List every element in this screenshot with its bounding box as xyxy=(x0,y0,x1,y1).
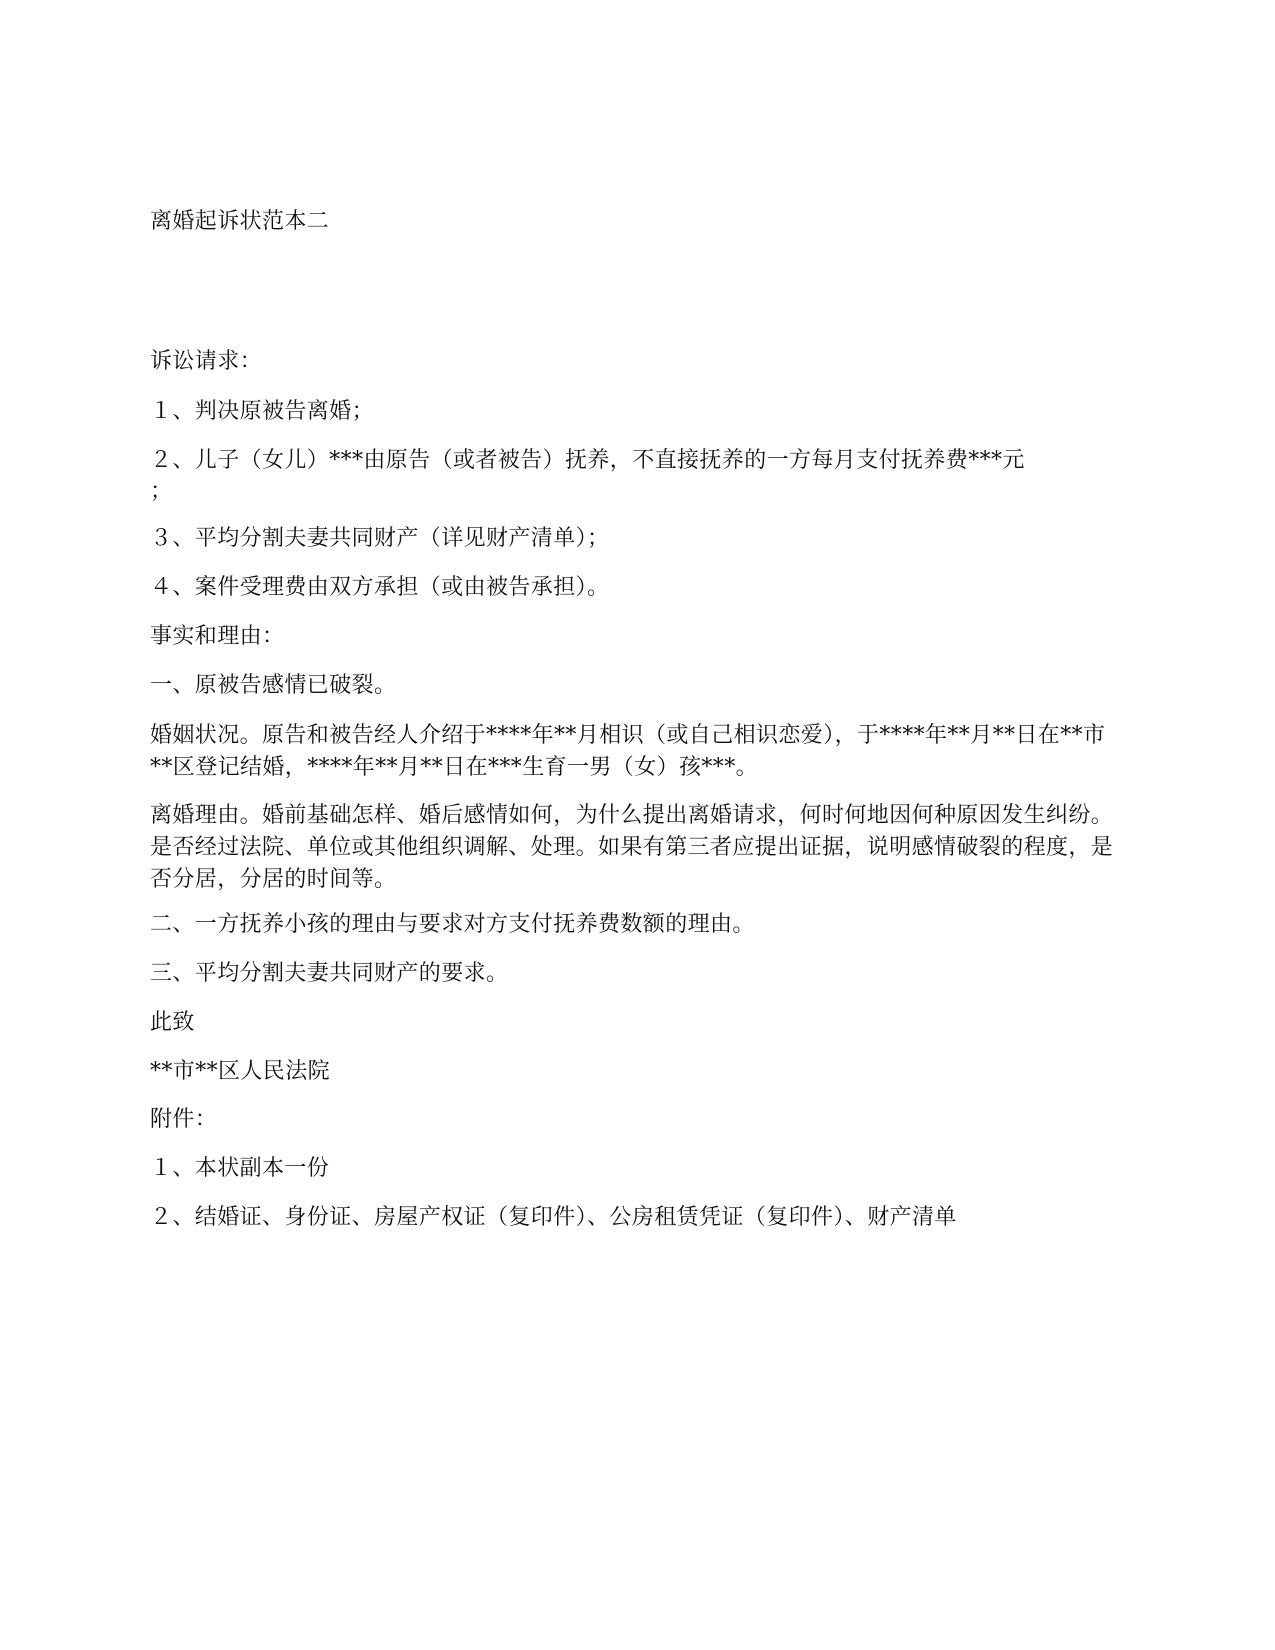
divorce-reason-paragraph: 离婚理由。婚前基础怎样、婚后感情如何，为什么提出离婚请求，何时何地因何种原因发生纠纷。是否经过法院、单位或其他组织调解、处理。如果有第三者应提出证据，说明感情破裂的程度，是否分居，分居的时间等。 xyxy=(150,803,1114,892)
attachment-item-2: ２、结婚证、身份证、房屋产权证（复印件）、公房租赁凭证（复印件）、财产清单 xyxy=(150,1205,957,1230)
document-title: 离婚起诉状范本二 xyxy=(150,209,330,234)
facts-heading: 事实和理由： xyxy=(150,624,285,649)
marriage-status-paragraph: 婚姻状况。原告和被告经人介绍于****年**月相识（或自己相识恋爱），于****年**月**日在**市**区登记结婚，****年**月**日在***生育一男（女）孩***。 xyxy=(150,723,1106,780)
facts-item-1: 一、原被告感情已破裂。 xyxy=(150,673,397,698)
claim-item-2-continuation: ； xyxy=(150,479,173,504)
facts-item-2: 二、一方抚养小孩的理由与要求对方支付抚养费数额的理由。 xyxy=(150,912,755,937)
court-name: **市**区人民法院 xyxy=(150,1059,331,1084)
claims-heading: 诉讼请求： xyxy=(150,349,263,374)
attachment-item-1: １、本状副本一份 xyxy=(150,1156,330,1181)
closing-salutation: 此致 xyxy=(150,1010,195,1035)
facts-item-3: 三、平均分割夫妻共同财产的要求。 xyxy=(150,961,509,986)
claim-item-2: ２、儿子（女儿）***由原告（或者被告）抚养，不直接抚养的一方每月支付抚养费***元 xyxy=(150,448,1025,473)
claim-item-4: ４、案件受理费由双方承担（或由被告承担）。 xyxy=(150,575,610,600)
attachments-heading: 附件： xyxy=(150,1107,218,1132)
claim-item-3: ３、平均分割夫妻共同财产（详见财产清单）； xyxy=(150,526,610,551)
claim-item-1: １、判决原被告离婚； xyxy=(150,399,375,424)
